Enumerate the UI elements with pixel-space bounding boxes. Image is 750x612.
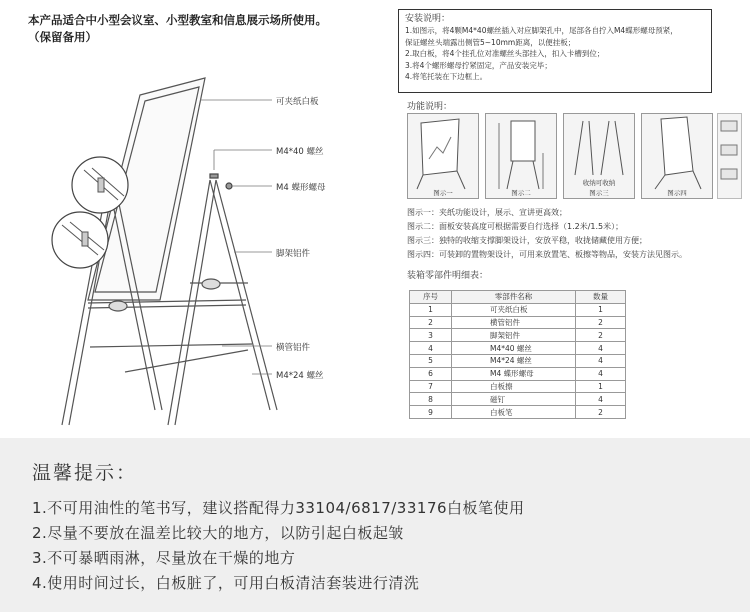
cell-no: 2	[410, 316, 452, 329]
cell-no: 5	[410, 354, 452, 367]
cell-name: 白板笔	[452, 406, 576, 419]
callout-crossbar: 横管铝件	[276, 343, 311, 353]
table-row	[410, 380, 626, 393]
install-step: 4.将笔托装在下边框上。	[405, 72, 488, 81]
figure-3-subcaption: 收纳可收纳	[582, 179, 616, 187]
tip-item: 4.使用时间过长，白板脏了，可用白板清洁套装进行清洗	[32, 574, 420, 592]
function-line: 图示四：可装卸的置物架设计，可用来放置笔、板擦等物品，安装方法见图示。	[407, 250, 687, 259]
cell-no: 3	[410, 329, 452, 342]
callout-m4x40-screw: M4*40 螺丝	[276, 147, 324, 157]
install-step: 2.取白板，将4个挂孔位对准螺丝头部挂入，扣入卡槽到位；	[405, 49, 605, 58]
function-title: 功能说明：	[407, 102, 453, 112]
figure-4-detail	[717, 113, 742, 199]
cell-qty: 1	[576, 380, 626, 393]
intro-line-1: 本产品适合中小型会议室、小型教室和信息展示场所使用。	[28, 13, 327, 27]
figure-4	[641, 113, 713, 199]
install-title: 安装说明：	[405, 14, 451, 24]
cell-no: 8	[410, 393, 452, 406]
table-row	[410, 342, 626, 355]
install-step: 3.将4个螺形螺母拧紧固定，产品安装完毕；	[405, 60, 552, 70]
cell-no: 6	[410, 367, 452, 380]
col-header-qty: 数量	[576, 291, 626, 304]
table-row	[410, 303, 626, 316]
install-step: 1.如图示，将4颗M4*40螺丝插入对应脚架孔中，尾部各自拧入M4蝶形螺母预紧，	[405, 26, 678, 35]
cell-qty: 4	[576, 393, 626, 406]
cell-qty: 4	[576, 367, 626, 380]
callout-leg: 脚架铝件	[276, 249, 311, 259]
intro-line-2: （保留备用）	[28, 30, 97, 44]
cell-name: 白板擦	[452, 380, 576, 393]
table-row	[410, 329, 626, 342]
cell-qty: 2	[576, 329, 626, 342]
tips-title: 温馨提示：	[32, 462, 138, 484]
table-row	[410, 354, 626, 367]
cell-qty: 2	[576, 406, 626, 419]
table-row	[410, 406, 626, 419]
figure-1-caption: 图示一	[433, 189, 453, 197]
callout-wing-nut: M4 蝶形螺母	[276, 183, 326, 193]
figure-2	[485, 113, 557, 199]
function-line: 图示一：夹纸功能设计，展示、宣讲更高效；	[407, 208, 567, 217]
parts-table-header	[410, 291, 626, 304]
tip-item: 3.不可暴晒雨淋，尽量放在干燥的地方	[32, 549, 296, 567]
function-figures	[407, 113, 742, 199]
cell-name: M4 蝶形螺母	[452, 367, 576, 380]
col-header-name: 零部件名称	[452, 291, 576, 304]
cell-no: 4	[410, 342, 452, 355]
figure-3	[563, 113, 635, 199]
install-step: 保证螺丝头端露出侧管5~10mm距离，以便挂板；	[405, 37, 576, 47]
callout-m4x24-screw: M4*24 螺丝	[276, 371, 324, 381]
table-row	[410, 316, 626, 329]
cell-name: 磁钉	[452, 393, 576, 406]
callout-board: 可夹纸白板	[276, 97, 319, 107]
cell-name: M4*24 螺丝	[452, 354, 576, 367]
cell-no: 7	[410, 380, 452, 393]
cell-name: M4*40 螺丝	[452, 342, 576, 355]
parts-table	[409, 290, 626, 419]
function-line: 图示三：独特的收缩支撑脚架设计，安放平稳，收拢储藏使用方便；	[407, 236, 647, 245]
col-header-no: 序号	[410, 291, 452, 304]
table-row	[410, 393, 626, 406]
tip-item: 1.不可用油性的笔书写，建议搭配得力33104/6817/33176白板笔使用	[32, 499, 525, 517]
parts-list-title: 装箱零部件明细表：	[407, 271, 489, 281]
function-line: 图示二：面板安装高度可根据需要自行选择（1.2米/1.5米）；	[407, 222, 624, 231]
easel-assembly-drawing	[0, 0, 400, 438]
tips-list	[32, 496, 525, 596]
cell-qty: 4	[576, 354, 626, 367]
tip-item: 2.尽量不要放在温差比较大的地方，以防引起白板起皱	[32, 524, 404, 542]
tips-panel	[0, 438, 750, 612]
cell-name: 横管铝件	[452, 316, 576, 329]
function-descriptions	[407, 206, 742, 262]
figure-4-caption: 图示四	[667, 189, 687, 197]
cell-qty: 1	[576, 303, 626, 316]
cell-no: 9	[410, 406, 452, 419]
figure-2-caption: 图示二	[511, 189, 531, 197]
table-row	[410, 367, 626, 380]
cell-qty: 2	[576, 316, 626, 329]
figure-3-caption: 图示三	[589, 189, 609, 197]
figure-1	[407, 113, 479, 199]
cell-name: 可夹纸白板	[452, 303, 576, 316]
cell-name: 脚架铝件	[452, 329, 576, 342]
cell-qty: 4	[576, 342, 626, 355]
installation-instructions	[398, 9, 712, 93]
cell-no: 1	[410, 303, 452, 316]
